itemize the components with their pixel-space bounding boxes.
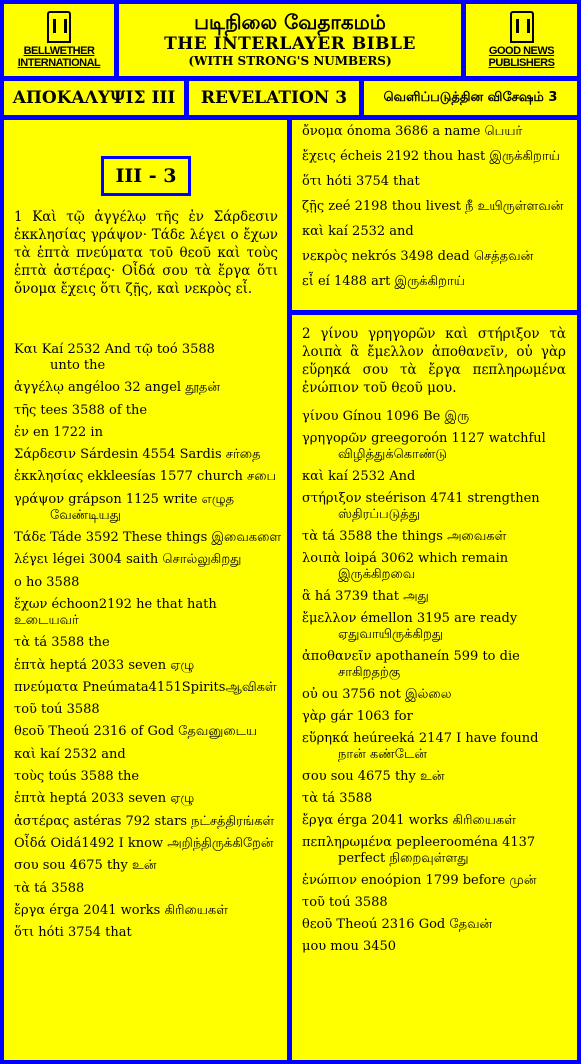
word-entry-line: πνεύματα Pneúmata4151Spiritsஆவிகள்: [14, 679, 277, 695]
word-entry: [302, 731, 572, 763]
word-entry: [14, 635, 282, 651]
word-entry: [302, 835, 572, 867]
word-entry: [302, 589, 572, 605]
word-entry-line: στήριξον steérison 4741 strengthen: [302, 491, 540, 506]
title-subtitle: (WITH STRONG'S NUMBERS): [188, 54, 392, 68]
word-entry: [14, 791, 282, 807]
word-entry-line: ἔμελλον émellon 3195 are ready: [302, 611, 518, 626]
word-entry-line: τοῦ toú 3588: [14, 702, 100, 718]
word-entry-line: σου sou 4675 thy உன்: [14, 858, 157, 874]
word-entry-line: τοῦ toú 3588: [302, 895, 388, 910]
word-entry: [302, 431, 572, 463]
word-entry: [14, 858, 282, 874]
word-entry-gloss: unto the: [50, 358, 106, 373]
word-entry-line: οὐ ou 3756 not இல்லை: [302, 687, 452, 702]
bell-icon: [47, 11, 71, 43]
word-entry: [302, 611, 572, 643]
word-entry: [302, 124, 572, 140]
word-entry-line: Και Kaí 2532 And τῷ toó 3588: [14, 342, 215, 357]
right-top-column: [292, 120, 577, 310]
word-entry-line: ἃ há 3739 that அது: [302, 589, 429, 604]
word-entry-gloss: விழித்துக்கொண்டு: [338, 447, 448, 462]
word-entry: [14, 724, 282, 740]
word-entry-line: σου sou 4675 thy உன்: [302, 769, 445, 784]
word-entry-line: ὄνομα ónoma 3686 a name பெயர்: [302, 124, 523, 139]
word-entry: [302, 224, 572, 240]
word-entry: [302, 791, 572, 807]
word-entry: [14, 425, 282, 441]
verse-2-word-list: [302, 409, 572, 961]
word-entry-gloss: perfect நிறைவுள்ளது: [338, 851, 469, 866]
word-entry-line: τὰ tá 3588: [14, 880, 85, 896]
word-entry-line: ζῇς zeé 2198 thou livest நீ உயிருள்ளவன்: [302, 199, 564, 214]
right-logo-text: GOOD NEWS PUBLISHERS: [488, 45, 555, 69]
book-icon: [510, 11, 534, 43]
word-entry-line: ὅτι hóti 3754 that: [14, 925, 132, 941]
book-greek: ΑΠΟΚΑΛΥΨΙΣ III: [4, 81, 184, 115]
word-entry: [302, 149, 572, 165]
title-english: THE INTERLAYER BIBLE: [164, 34, 416, 54]
word-entry: [14, 492, 282, 524]
word-entry-line: γὰρ gár 1063 for: [302, 709, 413, 724]
word-entry: [14, 925, 282, 941]
word-entry-gloss: ஏதுவாயிருக்கிறது: [338, 627, 444, 642]
word-entry: [14, 903, 282, 919]
good-news-logo: [466, 4, 577, 76]
word-entry: [302, 687, 572, 703]
left-logo-text: BELLWETHER INTERNATIONAL: [17, 45, 101, 69]
word-entry: [14, 552, 282, 568]
word-entry: [302, 769, 572, 785]
word-entry-line: εἶ eí 1488 art இருக்கிறாய்: [302, 274, 465, 289]
word-entry-line: ἐν en 1722 in: [14, 424, 103, 440]
word-entry-line: ἔργα érga 2041 works கிரியைகள்: [302, 813, 516, 828]
word-entry-line: Οἶδά Oidá1492 I know அறிந்திருக்கிறேன்: [14, 835, 274, 851]
word-entry-gloss: ஸ்திரப்படுத்து: [338, 507, 421, 522]
word-entry-gloss: இருக்கிறவை: [338, 567, 416, 582]
word-entry-line: καὶ kaí 2532 and: [14, 746, 126, 762]
word-entry-line: καὶ kaí 2532 And: [302, 469, 416, 484]
word-entry-line: ἔχεις écheis 2192 thou hast இருக்கிறாய்: [302, 149, 560, 164]
word-entry-line: ο ho 3588: [14, 574, 80, 590]
word-entry-line: τὰ tá 3588: [302, 791, 373, 806]
word-entry: [14, 447, 282, 463]
word-entry: [14, 342, 282, 374]
word-entry: [14, 597, 282, 629]
word-entry-line: καὶ kaí 2532 and: [302, 224, 414, 239]
word-entry: [302, 174, 572, 190]
word-entry: [302, 491, 572, 523]
bellwether-logo: [4, 4, 114, 76]
word-entry: [14, 658, 282, 674]
word-entry-line: πεπληρωμένα pepleerooména 4137: [302, 835, 536, 850]
book-tamil: வெளிப்படுத்தின விசேஷம் 3: [364, 81, 577, 115]
word-entry: [14, 469, 282, 485]
word-entry: [302, 469, 572, 485]
chapter-label: III - 3: [101, 156, 191, 196]
word-entry-line: τὰ tá 3588 the: [14, 635, 110, 651]
word-entry-line: λοιπὰ loipá 3062 which remain: [302, 551, 509, 566]
word-entry-line: ὅτι hóti 3754 that: [302, 174, 420, 189]
word-entry: [302, 813, 572, 829]
left-column: [4, 120, 287, 1060]
word-entry-line: ἀστέρας astéras 792 stars நட்சத்திரங்கள்: [14, 813, 275, 829]
word-entry: [302, 939, 572, 955]
word-entry: [302, 917, 572, 933]
word-entry: [14, 380, 282, 396]
word-entry-line: ἐνώπιον enoópion 1799 before முன்: [302, 873, 537, 888]
word-entry: [14, 403, 282, 419]
word-entry: [14, 836, 282, 852]
word-entry-line: γρηγορῶν greegoroón 1127 watchful: [302, 431, 546, 446]
word-entry: [302, 409, 572, 425]
word-entry: [302, 649, 572, 681]
word-entry-line: ἐκκλησίας ekkleesías 1577 church சபை: [14, 469, 277, 485]
verse-2-text: 2 γίνου γρηγορῶν καὶ στήριξον τὰ λοιπὰ ἃ ἔμελλον ἀποθανεῖν, οὐ γὰρ εὕρηκά σου τὰ ἔργα πεπληρωμένα ἐνώπιον τοῦ θεοῦ μου.: [302, 326, 566, 396]
word-entry: [14, 575, 282, 591]
word-entry: [302, 551, 572, 583]
title-block: [119, 4, 461, 76]
word-entry-line: θεοῦ Theoú 2316 of God தேவனுடைய: [14, 724, 258, 740]
word-entry: [14, 747, 282, 763]
word-entry-line: μου mou 3450: [302, 939, 397, 954]
word-entry: [302, 873, 572, 889]
verse-1-text: 1 Καὶ τῷ ἀγγέλῳ τῆς ἐν Σάρδεσιν ἐκκλησίας γράψον· Τάδε λέγει ο ἔχων τὰ ἑπτὰ πνεύματα τοῦ θεοῦ καὶ τοὺς ἑπτὰ ἀστέρας· Οἶδά σου τὰ ἔργα ὅτι ὄνομα ἔχεις ὅτι ζῇς, καὶ νεκρὸς εἶ.: [14, 209, 278, 297]
word-entry-line: γράψον grápson 1125 write எழுத: [14, 491, 235, 507]
word-entry: [302, 895, 572, 911]
word-entry-line: θεοῦ Theoú 2316 God தேவன்: [302, 917, 493, 932]
word-entry-line: ἀποθανεῖν apothaneín 599 to die: [302, 649, 520, 664]
word-entry: [302, 274, 572, 290]
word-entry: [302, 709, 572, 725]
word-entry-gloss: சாகிறதற்கு: [338, 665, 401, 680]
word-entry: [14, 702, 282, 718]
title-tamil: படிநிலை வேதாகமம்: [194, 10, 386, 34]
word-entry-line: ἑπτὰ heptá 2033 seven ஏழு: [14, 791, 195, 807]
word-entry-line: γίνου Gínou 1096 Be இரு: [302, 409, 470, 424]
word-entry: [14, 769, 282, 785]
right-bottom-column: [292, 315, 577, 1060]
word-entry-line: τοὺς toús 3588 the: [14, 769, 140, 785]
word-entry-line: ἑπτὰ heptá 2033 seven ஏழு: [14, 657, 195, 673]
word-entry-line: Σάρδεσιν Sárdesin 4554 Sardis சர்தை: [14, 447, 261, 463]
word-entry: [14, 814, 282, 830]
word-entry: [302, 249, 572, 265]
word-entry-gloss: நான் கண்டேன்: [338, 747, 427, 762]
word-entry: [14, 680, 282, 696]
word-entry-line: λέγει légei 3004 saith சொல்லுகிறது: [14, 552, 242, 568]
word-entry-gloss: வேண்டியது: [50, 507, 121, 523]
word-entry-line: νεκρὸς nekrós 3498 dead செத்தவன்: [302, 249, 534, 264]
word-entry-line: τὰ tá 3588 the things அவைகள்: [302, 529, 507, 544]
word-entry-line: ἔργα érga 2041 works கிரியைகள்: [14, 902, 228, 918]
word-entry-line: Τάδε Táde 3592 These things இவைகளை: [14, 530, 282, 546]
word-entry: [302, 529, 572, 545]
verse-1-continued-word-list: [302, 124, 572, 299]
word-entry-line: εὕρηκά heúreeká 2147 I have found: [302, 731, 539, 746]
word-entry: [302, 199, 572, 215]
verse-1-word-list: [14, 342, 282, 947]
word-entry: [14, 881, 282, 897]
book-english: REVELATION 3: [189, 81, 359, 115]
word-entry-line: τῆς tees 3588 of the: [14, 402, 148, 418]
word-entry-line: ἀγγέλῳ angéloo 32 angel தூதன்: [14, 380, 220, 396]
word-entry: [14, 530, 282, 546]
word-entry-line: ἔχων échoon2192 he that hath உடையவர்: [14, 596, 217, 628]
